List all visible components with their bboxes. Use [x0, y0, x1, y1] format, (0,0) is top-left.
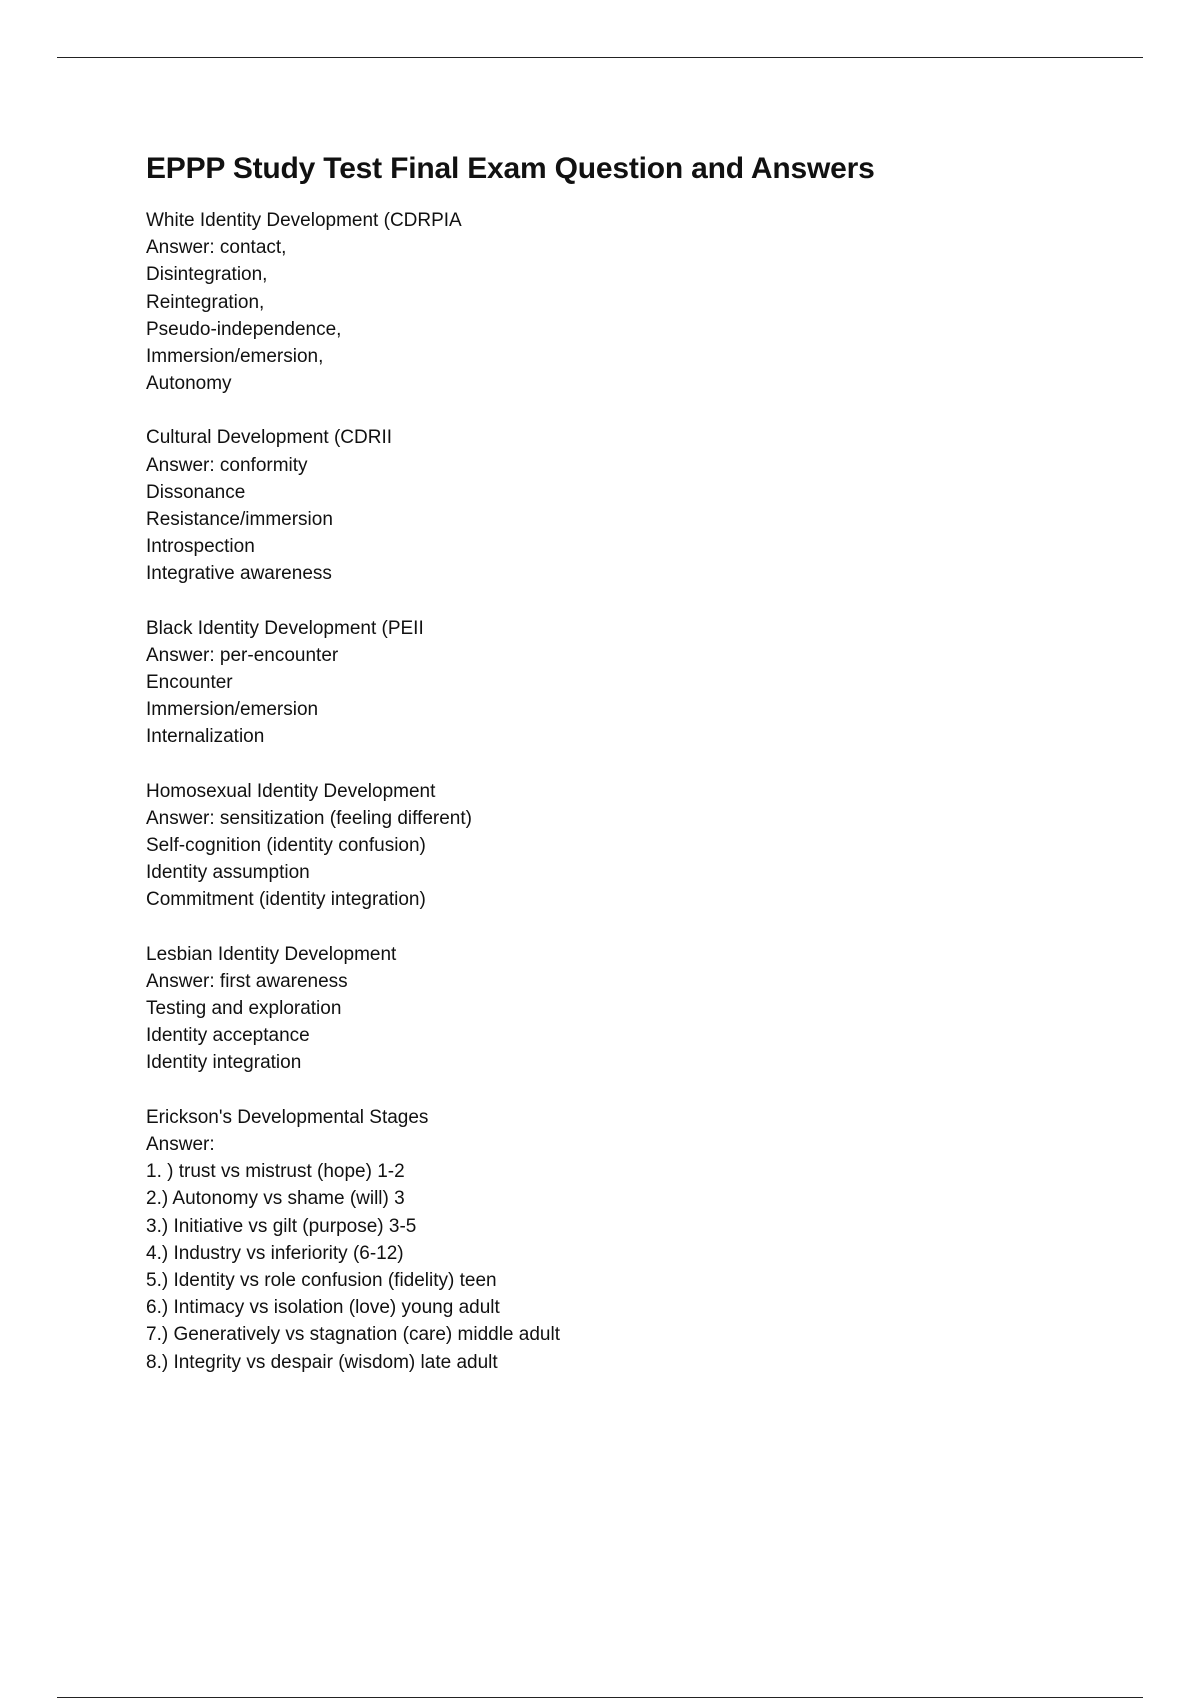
answer-line: Commitment (identity integration): [146, 889, 426, 911]
answer-line: 2.) Autonomy vs shame (will) 3: [146, 1188, 405, 1210]
answer-line: 5.) Identity vs role confusion (fidelity) teen: [146, 1269, 497, 1291]
qa-section: [146, 778, 1106, 914]
answer-line: Internalization: [146, 726, 265, 748]
answer-line: Dissonance: [146, 481, 246, 503]
answer-text: Answer: conformity: [146, 454, 308, 476]
question-text: Homosexual Identity Development: [146, 780, 436, 802]
answer-line: Identity acceptance: [146, 1025, 310, 1047]
answer-text: Answer: sensitization (feeling different): [146, 807, 472, 829]
answer-line: Integrative awareness: [146, 563, 332, 585]
answer-line: Immersion/emersion,: [146, 346, 324, 368]
answer-line: Self-cognition (identity confusion): [146, 835, 426, 857]
top-rule: [57, 57, 1143, 58]
answer-line: Testing and exploration: [146, 998, 342, 1020]
answer-line: Disintegration,: [146, 264, 268, 286]
page-title: EPPP Study Test Final Exam Question and Answers: [146, 152, 875, 185]
answer-line: Resistance/immersion: [146, 509, 333, 531]
answer-text: Answer: first awareness: [146, 970, 348, 992]
answer-text: Answer:: [146, 1133, 215, 1155]
answer-line: Identity assumption: [146, 862, 310, 884]
answer-line: 1. ) trust vs mistrust (hope) 1-2: [146, 1161, 405, 1183]
question-text: Lesbian Identity Development: [146, 943, 397, 965]
qa-section: [146, 424, 1106, 587]
question-text: Erickson's Developmental Stages: [146, 1106, 429, 1128]
answer-text: Answer: contact,: [146, 237, 287, 259]
answer-line: Encounter: [146, 672, 233, 694]
qa-section: [146, 207, 1106, 397]
question-text: White Identity Development (CDRPIA: [146, 210, 462, 231]
question-text: Cultural Development (CDRII: [146, 427, 393, 449]
answer-line: 8.) Integrity vs despair (wisdom) late adult: [146, 1351, 498, 1373]
qa-list: [146, 207, 1106, 1376]
answer-line: Immersion/emersion: [146, 699, 319, 721]
answer-line: 4.) Industry vs inferiority (6-12): [146, 1242, 404, 1264]
question-text: Black Identity Development (PEII: [146, 617, 424, 639]
bottom-rule: [57, 1697, 1143, 1698]
answer-text: Answer: per-encounter: [146, 644, 339, 666]
answer-line: Pseudo-independence,: [146, 318, 342, 340]
qa-section: [146, 1104, 1106, 1376]
answer-line: Autonomy: [146, 373, 232, 395]
document-body: [146, 146, 1106, 1403]
answer-line: 6.) Intimacy vs isolation (love) young adult: [146, 1297, 500, 1319]
answer-line: Introspection: [146, 536, 255, 558]
answer-line: 3.) Initiative vs gilt (purpose) 3-5: [146, 1215, 417, 1237]
qa-section: [146, 615, 1106, 751]
answer-line: 7.) Generatively vs stagnation (care) middle adult: [146, 1324, 560, 1346]
answer-line: Reintegration,: [146, 291, 265, 313]
qa-section: [146, 941, 1106, 1077]
answer-line: Identity integration: [146, 1052, 302, 1074]
